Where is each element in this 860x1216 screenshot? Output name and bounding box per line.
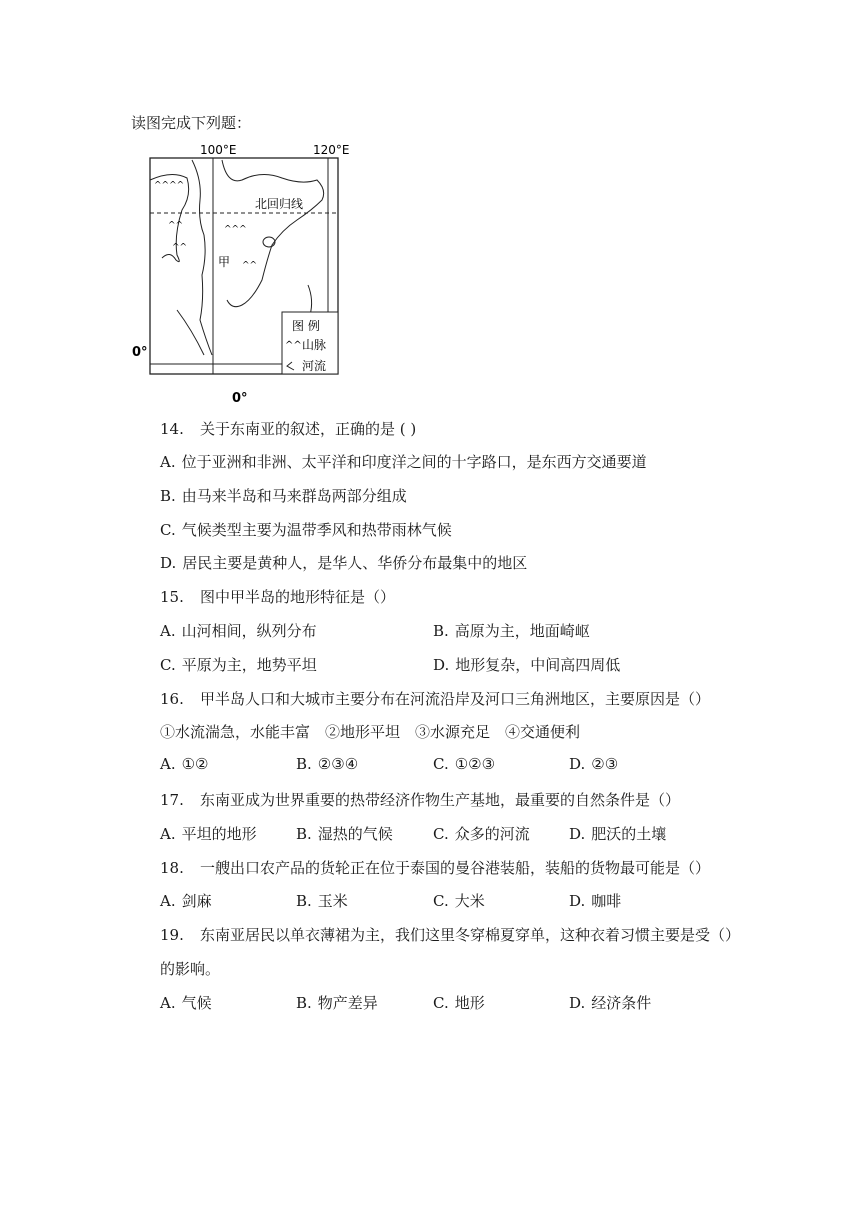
tropic-label: 北回归线: [255, 197, 304, 211]
lon-0-label: 0°: [232, 391, 248, 405]
lat-0-label: 0°: [132, 345, 148, 360]
question-15: 15. 图中甲半岛的地形特征是（）: [160, 588, 396, 606]
q17-option-d[interactable]: D. 肥沃的土壤: [569, 825, 667, 843]
q16-option-b[interactable]: B. ②③④: [296, 755, 359, 773]
question-16: 16. 甲半岛人口和大城市主要分布在河流沿岸及河口三角洲地区，主要原因是（）: [160, 690, 711, 708]
svg-text:^^: ^^: [242, 261, 258, 271]
lon-120-label: 120°E: [313, 143, 350, 157]
q19-option-d[interactable]: D. 经济条件: [569, 994, 652, 1012]
legend-river: 河流: [302, 359, 327, 373]
q15-option-d[interactable]: D. 地形复杂，中间高四周低: [433, 656, 621, 674]
question-18: 18. 一艘出口农产品的货轮正在位于泰国的曼谷港装船，装船的货物最可能是（）: [160, 859, 711, 877]
q19-option-a[interactable]: A. 气候: [160, 994, 212, 1012]
q19-option-c[interactable]: C. 地形: [433, 994, 485, 1012]
q14-option-b[interactable]: B. 由马来半岛和马来群岛两部分组成: [160, 487, 407, 505]
q16-option-a[interactable]: A. ①②: [160, 755, 209, 773]
question-19-continued: 的影响。: [160, 960, 221, 978]
q15-option-b[interactable]: B. 高原为主，地面崎岖: [433, 622, 590, 640]
q16-option-c[interactable]: C. ①②③: [433, 755, 496, 773]
q18-option-a[interactable]: A. 剑麻: [160, 892, 212, 910]
mountain-marks: ^^^^: [154, 181, 185, 191]
q17-option-b[interactable]: B. 湿热的气候: [296, 825, 393, 843]
q19-option-b[interactable]: B. 物产差异: [296, 994, 378, 1012]
region-jia-label: 甲: [218, 255, 231, 269]
q18-option-b[interactable]: B. 玉米: [296, 892, 348, 910]
svg-text:^^: ^^: [172, 243, 188, 253]
intro-text: 读图完成下列题：: [131, 114, 252, 132]
q14-option-a[interactable]: A. 位于亚洲和非洲、太平洋和印度洋之间的十字路口，是东西方交通要道: [160, 453, 647, 471]
q18-option-d[interactable]: D. 咖啡: [569, 892, 622, 910]
legend-mountain: 山脉: [302, 338, 327, 352]
southeast-asia-map: [132, 140, 362, 405]
q16-statements: ①水流湍急，水能丰富 ②地形平坦 ③水源充足 ④交通便利: [160, 723, 581, 741]
q18-option-c[interactable]: C. 大米: [433, 892, 485, 910]
legend-title: 图 例: [292, 319, 320, 333]
q14-option-c[interactable]: C. 气候类型主要为温带季风和热带雨林气候: [160, 521, 452, 539]
q15-option-a[interactable]: A. 山河相间，纵列分布: [160, 622, 317, 640]
q14-option-d[interactable]: D. 居民主要是黄种人，是华人、华侨分布最集中的地区: [160, 554, 528, 572]
svg-text:^^: ^^: [168, 221, 184, 231]
svg-text:^^: ^^: [285, 340, 302, 351]
svg-text:^^^: ^^^: [224, 225, 247, 235]
question-14: 14. 关于东南亚的叙述，正确的是 ( ): [160, 420, 417, 438]
q17-option-c[interactable]: C. 众多的河流: [433, 825, 530, 843]
lon-100-label: 100°E: [200, 143, 237, 157]
q15-option-c[interactable]: C. 平原为主，地势平坦: [160, 656, 317, 674]
q16-option-d[interactable]: D. ②③: [569, 755, 619, 773]
q17-option-a[interactable]: A. 平坦的地形: [160, 825, 257, 843]
question-17: 17. 东南亚成为世界重要的热带经济作物生产基地，最重要的自然条件是（）: [160, 791, 681, 809]
question-19: 19. 东南亚居民以单衣薄裙为主，我们这里冬穿棉夏穿单，这种衣着习惯主要是受（）: [160, 926, 741, 944]
